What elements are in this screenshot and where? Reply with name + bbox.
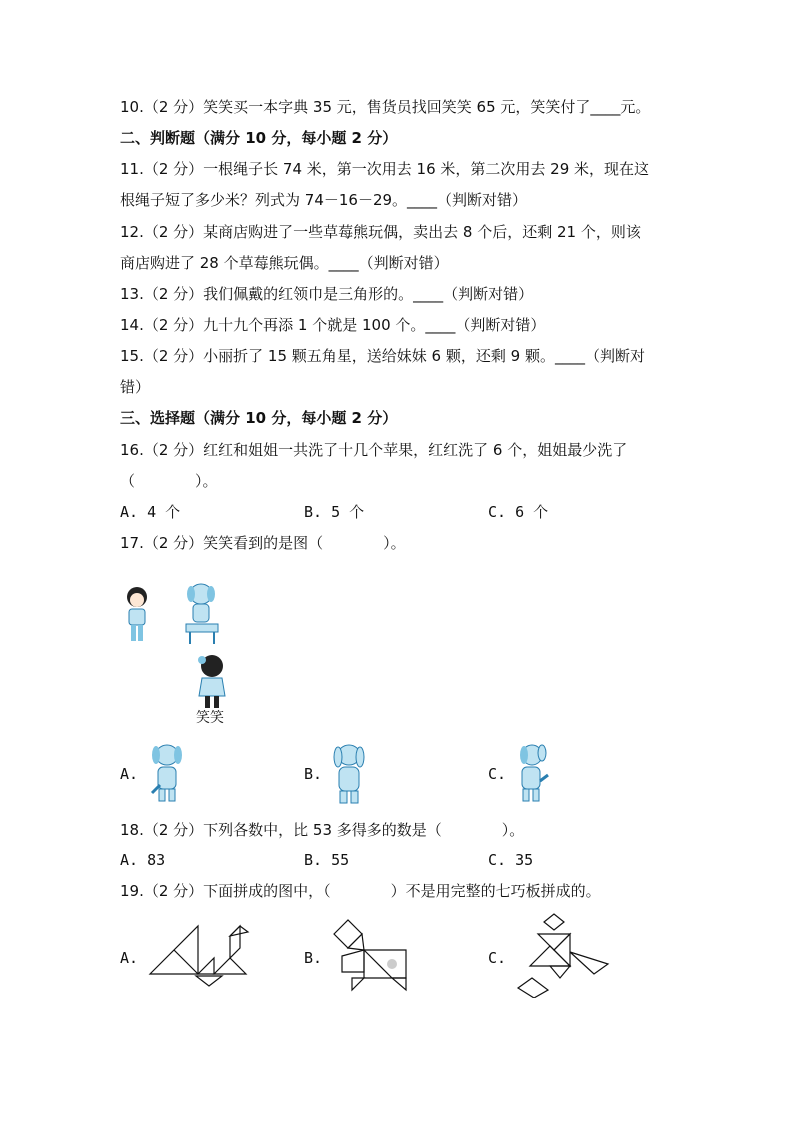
q18-option-a: A. 83 xyxy=(120,851,166,869)
q19-option-a: A. xyxy=(120,949,139,967)
q17-option-b: B. xyxy=(304,765,323,783)
q16-option-c: C. 6 个 xyxy=(488,503,549,521)
q17-option-c: C. xyxy=(488,765,507,783)
xiaoxiao-label: 笑笑 xyxy=(196,710,224,726)
section-heading-choice: 三、选择题（满分 10 分，每小题 2 分） xyxy=(120,409,398,427)
tangram-runner-figure-c xyxy=(514,912,612,998)
question-16-line2: （ ）。 xyxy=(120,472,218,490)
tangram-bird-figure-a xyxy=(148,918,252,988)
question-19: 19.（2 分）下面拼成的图中，（ ）不是用完整的七巧板拼成的。 xyxy=(120,882,601,900)
tangram-dog-figure-b xyxy=(330,916,410,992)
q19-option-b: B. xyxy=(304,949,323,967)
question-12-line1: 12.（2 分）某商店购进了一些草莓熊玩偶，卖出去 8 个后，还剩 21 个，则该 xyxy=(120,223,641,241)
dog-on-stool-figure xyxy=(182,580,222,646)
dog-back-figure-b xyxy=(328,741,370,807)
question-15-line2: 错） xyxy=(120,378,151,396)
q18-option-c: C. 35 xyxy=(488,851,534,869)
question-17: 17.（2 分）笑笑看到的是图（ ）。 xyxy=(120,534,406,552)
question-11-line2: 根绳子短了多少米？列式为 74－16－29。____（判断对错） xyxy=(120,191,528,209)
question-12-line2: 商店购进了 28 个草莓熊玩偶。____（判断对错） xyxy=(120,254,449,272)
question-16-line1: 16.（2 分）红红和姐姐一共洗了十几个苹果，红红洗了 6 个，姐姐最少洗了 xyxy=(120,441,628,459)
q18-option-b: B. 55 xyxy=(304,851,350,869)
girl-xiaoxiao-figure xyxy=(194,654,230,710)
question-10: 10.（2 分）笑笑买一本字典 35 元，售货员找回笑笑 65 元，笑笑付了____元。 xyxy=(120,98,651,116)
q16-option-b: B. 5 个 xyxy=(304,503,365,521)
section-heading-judgement: 二、判断题（满分 10 分，每小题 2 分） xyxy=(120,129,398,147)
q16-option-a: A. 4 个 xyxy=(120,503,181,521)
question-15-line1: 15.（2 分）小丽折了 15 颗五角星，送给妹妹 6 颗，还剩 9 颗。____（判断对 xyxy=(120,347,645,365)
dog-front-figure-a xyxy=(146,741,188,805)
q17-option-a: A. xyxy=(120,765,139,783)
q19-option-c: C. xyxy=(488,949,507,967)
boy-figure xyxy=(120,585,154,645)
dog-side-figure-c xyxy=(510,741,550,805)
question-11-line1: 11.（2 分）一根绳子长 74 米，第一次用去 16 米，第二次用去 29 米，现在这 xyxy=(120,160,650,178)
question-14: 14.（2 分）九十九个再添 1 个就是 100 个。____（判断对错） xyxy=(120,316,546,334)
question-13: 13.（2 分）我们佩戴的红领巾是三角形的。____（判断对错） xyxy=(120,285,534,303)
question-18: 18.（2 分）下列各数中，比 53 多得多的数是（ ）。 xyxy=(120,821,525,839)
